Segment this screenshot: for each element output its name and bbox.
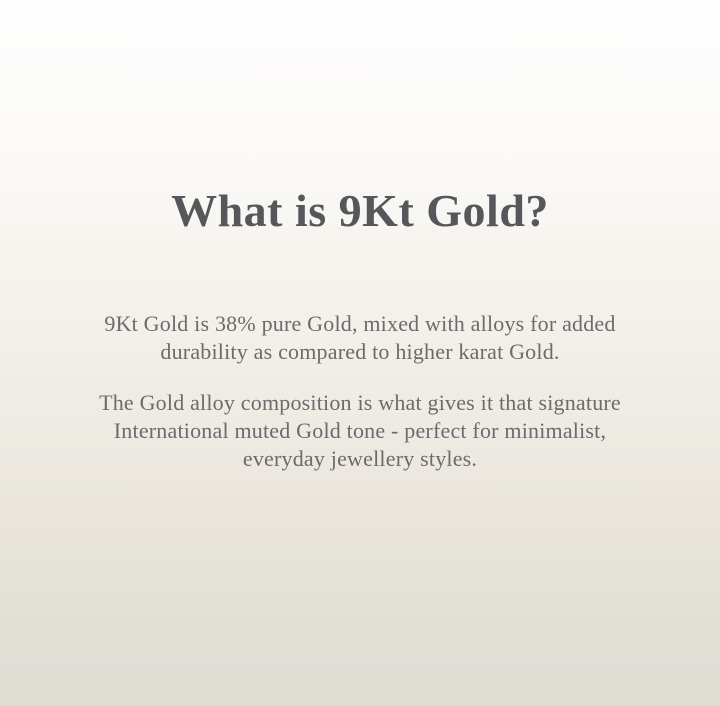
body-paragraph [0,310,720,366]
page-title: What is 9Kt Gold? [171,185,549,236]
body-paragraph [0,389,720,473]
paragraph-line: everyday jewellery styles. [242,446,478,472]
paragraph-line: durability as compared to higher karat Gold. [160,339,560,365]
paragraph-line: 9Kt Gold is 38% pure Gold, mixed with alloys for added [104,311,616,337]
paragraph-line: The Gold alloy composition is what gives it that signature [99,390,621,416]
paragraph-line: International muted Gold tone - perfect for minimalist, [113,418,607,444]
body-copy [0,310,720,473]
